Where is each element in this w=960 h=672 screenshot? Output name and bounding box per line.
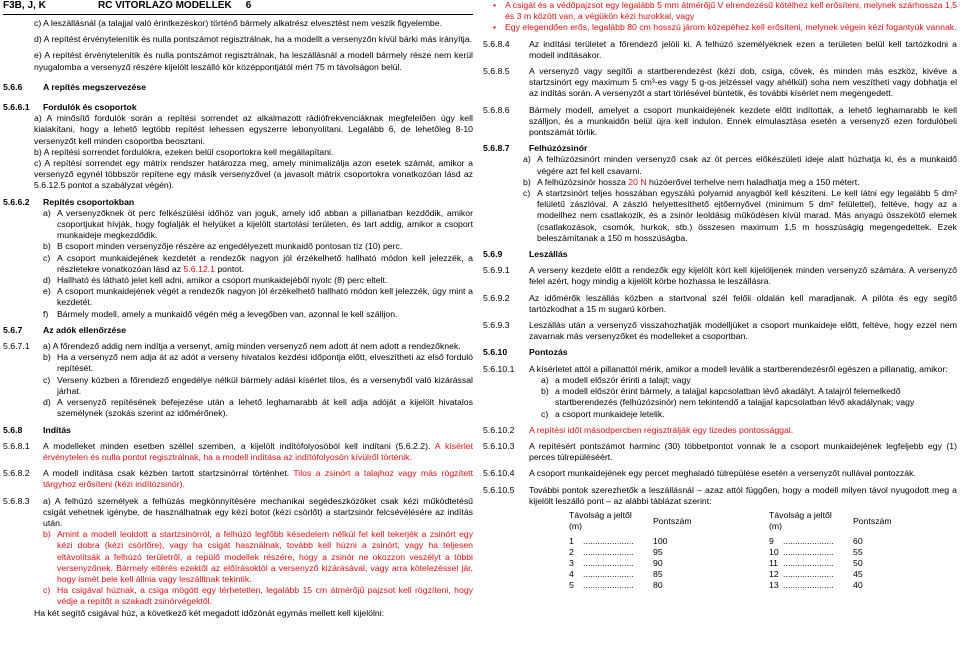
table-cell: 2: [569, 547, 574, 558]
list-item: f) Bármely modell, amely a munkaidő végén még a levegőben van, azonnal le kell szálljon.: [43, 308, 398, 319]
list-item: e) A csoport munkaidejének végét a rendezők nagyon jól érzékelhető hallható módon kell jelezzék, úgy mint a kezdetét.: [43, 286, 473, 308]
section-5662: 5.6.6.2 Repítés csoportokban: [3, 196, 135, 207]
list-item: d) A versenyző repítésének befejezése után a lehető leghamarabb át kell adja adóját a kijelölt hivatalos személynek (szokás szerint az időmérőnek).: [43, 397, 473, 419]
para-5684: 5.6.8.4 Az indítási területet a főrendező jelöli ki. A felhúzó személyeknek ezen a területen belül kell tartózkodni a modell indításakor.: [483, 38, 957, 60]
landing-score-table: [569, 510, 933, 590]
ref-link[interactable]: 5.6.12.1: [183, 263, 215, 274]
bullet-icon: •: [493, 0, 497, 10]
table-row: 4 ..................... 85 12 ..................... 45: [569, 569, 933, 580]
para-d: d) A repítést érvénytelenítik és nulla pontszámot regisztrálnak, ha a modellt a versenyzőn kívül bárki más irányítja.: [34, 34, 472, 45]
para-5681: 5.6.8.1 A modelleket minden esetben széllel szemben, a kijelölt indítófolyosóból kell indítani (5.6.2.2). A kísérlet érvénytelen és nulla pontot regisztrálnak, ha a modell indítása az indítófolyosón kívülről történik.: [3, 440, 473, 462]
table-cell: 80: [653, 579, 663, 590]
table-cell: 12: [769, 568, 779, 579]
table-header: Pontszám: [653, 515, 692, 526]
table-cell: 90: [653, 557, 663, 568]
table-row: 1 ..................... 100 9 ..................... 60: [569, 536, 933, 547]
list-item: b) A felhúzózsinór hossza 20 N húzóerővel terhelve nem haladhatja meg a 150 métert.: [523, 176, 860, 187]
para-5682: 5.6.8.2 A modell indítása csak kézben tartott startzsinórral történhet. Tilos a zsinórt a talajhoz vagy más rögzített tárgyhoz erősíteni (kézi indítózsinór).: [3, 468, 473, 490]
para-5692: 5.6.9.2 Az időmérők leszállás közben a startvonal szél felőli oldalán kell maradjanak. A pilóta és egy segítő tartózkodhat a 15 m sugarú körben.: [483, 292, 957, 314]
para-5683-a: 5.6.8.3 a) A felhúzó személyek a felhúzás megkönnyítésére mechanikai segédeszközöket csak kézi működtetésű csigát vehetnek igénybe, de használhatnak egy kézi botot (kézi csörlőt) a startzsinór felcsévélésére az indítás után.: [3, 495, 473, 528]
table-cell: 60: [853, 536, 863, 547]
table-cell: 10: [769, 547, 779, 558]
bullet-icon: •: [493, 22, 497, 33]
header-section: F3B, J, K: [3, 0, 46, 11]
table-cell: 1: [569, 536, 574, 547]
table-cell: 45: [853, 568, 863, 579]
section-5661: 5.6.6.1 Fordulók és csoportok: [3, 102, 137, 113]
para-5685: 5.6.8.5 A versenyző vagy segítői a startberendezést (kézi dob, csiga, cövek, és minden más eszköz, kivéve a startzsinórt egy maximum 5 cm³-es vagy 5 g-os jelzéssel vagy ahélkül) soha nem veszítheti vagy dobhatja el az indítás során. A versenyzőt a start törlésével büntetik, és további kísérlet nem megengedett.: [483, 66, 957, 99]
list-item: a) A versenyzőknek öt perc felkészülési időhöz van joguk, amely idő abban a pillanatban kezdődik, amikor csoportjukat hívják, hogy foglalják el helyüket a kijelölt startolási területen, és tart addig, amikor a csoport munkaideje megkezdődik.: [43, 207, 473, 241]
table-row: 5 ..................... 80 13 ..................... 40: [569, 580, 933, 591]
table-cell: 100: [653, 536, 668, 547]
table-cell: 3: [569, 557, 574, 568]
table-header: Pontszám: [853, 515, 892, 526]
table-cell: 4: [569, 568, 574, 579]
table-header: Távolság a jeltől (m): [569, 509, 632, 532]
list-item: d) Hallható és látható jelet kell adni, amikor a csoport munkaidejéből nyolc (8) perc eltelt.: [43, 275, 388, 286]
para-56103: 5.6.10.3 A repítésért pontszámot harminc (30) többetpontot vonnak le a csoport munkaidejének legfeljebb egy (1) perces túlrepüléséért.: [483, 440, 957, 463]
table-cell: 50: [853, 557, 863, 568]
list-item: c) Verseny közben a főrendező engedélye nélkül bármely adási kísérlet tilos, és a versenyből való kizárással járhat.: [43, 374, 473, 396]
para-56102: 5.6.10.2 A repítési időt másodpercben regisztrálják egy tizedes pontossággal.: [483, 424, 794, 435]
table-header: Távolság a jeltől (m): [769, 509, 832, 532]
list-item: c) Ha csigával húznak, a csiga mögött egy térhetetlen, legalább 15 cm átmérőjű pajzsot kell rögzíteni, hogy védje a repítőt a szakadt zsinórvégektől.: [43, 585, 473, 607]
table-cell: 11: [769, 557, 779, 568]
para-56101: 5.6.10.1 A kísérletet attól a pillanattól mérik, amikor a modell leválik a startberendezésről egészen a pillanatig, amikor:: [483, 363, 948, 374]
section-568: 5.6.8 Indítás: [3, 424, 71, 435]
list-item: b) a modell először érint bármely, a talajjal kapcsolatban lévő akadályt. A talajról felemelkedő startberendezés (felhúzózsinór) nem tekintendő a talajjal kapcsolatban lévő akadálynak; vagy: [541, 386, 915, 408]
header-rule: [3, 14, 473, 15]
table-cell: 5: [569, 579, 574, 590]
list-item: c) A csoport munkaidejének kezdetét a rendezők nagyon jól érzékelhető hallható módon kell jelezzék, a részletekre vonatkozóan lásd az 5.6.12.1 pontot.: [43, 252, 473, 274]
para-56104: 5.6.10.4 A csoport munkaidejének egy percet meghaladó túlrepülése esetén a versenyzőt nullával pontozzák.: [483, 468, 916, 479]
page-number: 6: [245, 0, 252, 11]
para-c: c) A leszállásnál (a talajjal való érintkezéskor) történő bármely alkatrész elvesztést nem veszik figyelembe.: [34, 18, 443, 28]
para-5693: 5.6.9.3 Leszállás után a versenyző visszahozhatják modelljüket a csoport munkaideje előtt, feltéve, hogy ezzel nem zavarnak más versenyzőket és modelleket a csoportban.: [483, 320, 957, 342]
table-cell: 40: [853, 579, 863, 590]
para-5683-tail: Ha két segítő csigával húz, a következő két megadott időzónát egymás mellett kell kijelölni:: [34, 607, 385, 618]
section-567: 5.6.7 Az adók ellenőrzése: [3, 324, 127, 335]
page-header: [3, 0, 473, 12]
para-5661-b: b) A repítési sorrendet fordulókra, ezeken belül csoportokra kell megállapítani.: [34, 146, 334, 157]
table-row: 3 ..................... 90 11 ..................... 50: [569, 558, 933, 569]
table-cell: 9: [769, 536, 774, 547]
table-cell: 85: [653, 568, 663, 579]
bullet-item: • A csigát és a védőpajzsot egy legalább 5 mm átmérőjű V elrendezésű kötélhez kell erősíteni, melynek szárhossza 1,5 és 3 m között van, a végükön kézi hurokkal, vagy: [493, 0, 957, 22]
right-column: [483, 0, 957, 590]
para-5691: 5.6.9.1 A verseny kezdete előtt a rendezők egy kijelölt kört kell kijelöljenek minden versenyző számára. A versenyző felel azért, hogy mindig a kijelölt körbe hozhassa le leszállásra.: [483, 265, 957, 287]
list-item: b) Ha a versenyző nem adja át az adót a verseny hivatalos kezdési időpontja előtt, elveszítheti az első forduló repítését.: [43, 352, 473, 374]
table-cell: 13: [769, 579, 779, 590]
section-5610: 5.6.10 Pontozás: [483, 347, 568, 358]
section-5687: 5.6.8.7 Felhúzózsinór: [483, 143, 588, 154]
section-566: 5.6.6 A repítés megszervezése: [3, 81, 147, 92]
list-item: c) a csoport munkaideje letelik.: [541, 408, 665, 419]
left-column: [3, 0, 473, 619]
header-title: RC VITORLÁZÓ MODELLEK: [98, 0, 232, 11]
table-row: 2 ..................... 95 10 ..................... 55: [569, 547, 933, 558]
list-item: a) A felhúzózsinórt minden versenyző csak az öt perces előkészületi ideje alatt húzhatja ki, és a munkaidő végére azt fel kell csavarni.: [523, 154, 957, 176]
table-cell: 95: [653, 547, 663, 558]
para-5686: 5.6.8.6 Bármely modell, amelyet a csoport munkaidejének kezdete előtt indítottak, a lehető leghamarabb le kell szálljon, és a munkaidőn belül újra kell indulon. Ennek elmulasztása esetén a versenyző ezen fordulóbeli pontszámát törlik.: [483, 104, 957, 138]
para-e: e) A repítést érvénytelenítik és nulla pontszámot regisztrálnak, ha leszállásnál a modell bármely része nem kerül nyugalomba a versenyző részére kijelölt leszálló kör középpontjától mért 75 m távolságon belül.: [34, 50, 473, 72]
section-569: 5.6.9 Leszállás: [483, 249, 568, 260]
table-cell: 55: [853, 547, 863, 558]
list-item: c) A startzsinórt teljes hosszában egyszálú polyamid anyagból kell készíteni. Le kell látni egy legalább 5 dm² felületű zászlóval. A zászló helyettesíthető ejtőernyővel (minimum 5 dm² felülettel), feltéve, hogy az a modellhez nem csatlakozik, és a zsinór leoldásig működésen kívül marad. Más anyagú összekötő elemek (csatlakozások, csomók, hurkok, stb.) összesen maximum 1,5 m hosszúságig megengedettek. Ezek beleszámítanak a 150 m hosszúságba.: [523, 188, 957, 243]
list-item: b) Amint a modell leoldott a startzsinórról, a felhúzó legfőbb késedelem nélkül fel kell tekerjék a zsinórt egy kézi dobra (kézi csörlőre), vagy ha csigát használnak, tovább kell húzni a zsinórt, vagy ha teljesen eltávolítsák a felhúzó területről, a repülő modellek részére, hogy a zsinór ne okozzon veszélyt a többi versenyzőnek. Bármely eltérés ezektől az előírásoktól a versenyző kizárásával, vagy arra kötelezéssel jár, hogy ismét bele kell állnia vagy leszálltnak tekintik.: [43, 529, 473, 584]
list-item: b) B csoport minden versenyzője részére az engedélyezett munkaidő pontosan tíz (10) perc.: [43, 241, 403, 252]
bullet-item: • Egy elegendően erős, legalább 80 cm hosszú járom közepéhez kell erősíteni, melynek végein kézi fogantyúk vannak.: [493, 22, 957, 33]
list-item: a) a modell először érinti a talajt; vagy: [541, 374, 691, 385]
para-5671-a: 5.6.7.1 a) A főrendező addig nem indítja a versenyt, amíg minden versenyző nem adott át nem adott a rendezőknek.: [3, 341, 461, 352]
para-56105: 5.6.10.5 További pontok szerezhetők a leszállásnál – azaz attól függően, hogy a modell milyen távol nyugodott meg a kijelölt leszálló pont – az alábbi táblázat szerint:: [483, 484, 957, 506]
para-5661-c: c) A repítési sorrendet egy mátrix rendszer határozza meg, amely minimalizálja azon esetek számát, amikor a versenyző egynél többször repítene egy másik versenyzővel (a javasolt mátrix csoportokra vonatkozóan lásd az 5.6.12.5 pontot a szabályzat végén).: [34, 158, 473, 191]
para-5661-a: a) A minősítő fordulók során a repítési sorrendet az alkalmazott rádiófrekvenciáknak megfelelően úgy kell kialakítani, hogy a lehető legtöbb repítést lehessen egyszerre lebonyolítani. Legalább 6, de lehetőleg 8-10 versenyzőt kell minden csoportba beosztani.: [34, 113, 473, 146]
